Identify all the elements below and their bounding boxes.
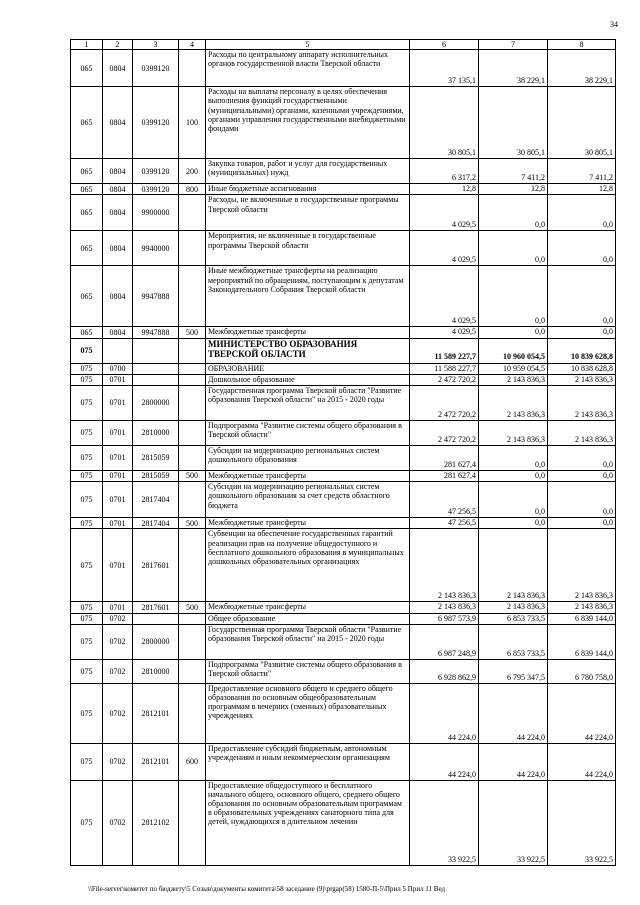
table-row [71,184,616,195]
item-description: ОБРАЗОВАНИЕ [206,363,410,374]
amount-col-6: 6 987 248,9 [410,624,479,659]
amount-col-8: 6 839 144,0 [548,613,616,624]
target-code [133,338,179,363]
section-code: 0702 [103,743,133,780]
ministry-code: 075 [71,518,103,529]
expense-type-code: 200 [179,159,206,184]
page-number: 34 [610,20,618,29]
amount-col-6: 4 029,5 [410,231,479,266]
item-description: Мероприятия, не включенные в государственные программы Тверской области [206,231,410,266]
amount-col-7: 44 224,0 [479,683,548,743]
item-description: Предоставление субсидий бюджетным, автономным учреждениям и иным некоммерческим организациям [206,743,410,780]
ministry-code: 075 [71,780,103,865]
expense-type-code [179,374,206,385]
ministry-code: 075 [71,420,103,445]
ministry-code: 075 [71,374,103,385]
section-code: 0804 [103,50,133,87]
expense-type-code [179,231,206,266]
ministry-code: 065 [71,87,103,159]
amount-col-6: 11 589 227,7 [410,338,479,363]
target-code: 2817601 [133,602,179,613]
expense-type-code [179,683,206,743]
amount-col-6: 2 143 836,3 [410,529,479,602]
expense-type-code [179,613,206,624]
section-code: 0804 [103,87,133,159]
target-code: 2810000 [133,659,179,683]
section-code: 0702 [103,613,133,624]
ministry-code: 065 [71,195,103,231]
section-code: 0804 [103,327,133,338]
section-code: 0701 [103,385,133,420]
ministry-code: 075 [71,338,103,363]
amount-col-7: 0,0 [479,482,548,518]
amount-col-8: 2 143 836,3 [548,385,616,420]
expense-type-code [179,266,206,327]
table-row [71,613,616,624]
amount-col-6: 2 143 836,3 [410,602,479,613]
section-code [103,338,133,363]
expense-type-code [179,659,206,683]
item-description: Субсидии на модернизацию региональных систем дошкольного образования [206,445,410,470]
target-code: 0399120 [133,184,179,195]
amount-col-8: 44 224,0 [548,683,616,743]
item-description: Подпрограмма "Развитие системы общего образования в Тверской области" [206,659,410,683]
item-description: Иные межбюджетные трансферты на реализацию мероприятий по обращениям, поступающим к депутатам Законодательного Собрания Тверской области [206,266,410,327]
header-col-1: 1 [71,40,103,50]
item-description: Субвенции на обеспечение государственных гарантий реализации прав на получение общедоступного и бесплатного дошкольного образования в муниципальных дошкольных образовательных организациях [206,529,410,602]
ministry-code: 075 [71,363,103,374]
target-code: 9947888 [133,327,179,338]
section-code: 0804 [103,184,133,195]
item-description: Общее образование [206,613,410,624]
target-code: 0399120 [133,87,179,159]
target-code [133,613,179,624]
item-description: Субсидии на модернизацию региональных систем дошкольного образования за счет средств областного бюджета [206,482,410,518]
expense-type-code [179,363,206,374]
amount-col-8: 0,0 [548,231,616,266]
amount-col-7: 2 143 836,3 [479,602,548,613]
expense-type-code [179,445,206,470]
expense-type-code [179,482,206,518]
table-row [71,482,616,518]
amount-col-6: 47 256,5 [410,482,479,518]
amount-col-8: 0,0 [548,327,616,338]
amount-col-8: 0,0 [548,266,616,327]
table-row [71,529,616,602]
amount-col-8: 30 805,1 [548,87,616,159]
amount-col-7: 2 143 836,3 [479,529,548,602]
ministry-code: 065 [71,184,103,195]
table-row [71,624,616,659]
amount-col-8: 0,0 [548,470,616,481]
target-code: 2815059 [133,470,179,481]
amount-col-7: 44 224,0 [479,743,548,780]
amount-col-6: 12,8 [410,184,479,195]
amount-col-6: 44 224,0 [410,683,479,743]
item-description: Иные бюджетные ассигнования [206,184,410,195]
amount-col-6: 44 224,0 [410,743,479,780]
amount-col-8: 0,0 [548,518,616,529]
item-description: Предоставление основного общего и среднего общего образования по основным общеобразовательным программам в вечерних (сменных) образовательных учреждениях [206,683,410,743]
amount-col-8: 0,0 [548,195,616,231]
section-code: 0804 [103,195,133,231]
amount-col-6: 2 472 720,2 [410,385,479,420]
table-row [71,266,616,327]
header-col-3: 3 [133,40,179,50]
amount-col-7: 2 143 836,3 [479,420,548,445]
amount-col-7: 33 922,5 [479,780,548,865]
table-row [71,602,616,613]
table-header [71,40,616,50]
item-description: Межбюджетные трансферты [206,602,410,613]
amount-col-8: 33 922,5 [548,780,616,865]
target-code: 2812101 [133,683,179,743]
section-code: 0701 [103,445,133,470]
ministry-code: 065 [71,159,103,184]
ministry-code: 075 [71,613,103,624]
amount-col-7: 10 960 054,5 [479,338,548,363]
ministry-code: 075 [71,445,103,470]
amount-col-8: 0,0 [548,445,616,470]
amount-col-8: 38 229,1 [548,50,616,87]
item-description: Предоставление общедоступного и бесплатного начального общего, основного общего, среднего общего образования по основным образовательным программам в образовательных учреждениях санаторного типа для детей, нуждающихся в длительном лечении [206,780,410,865]
header-col-8: 8 [548,40,616,50]
file-path-footer: \\File-server\комитет по бюджету\5 Созыв\документы комитета\58 заседание (9)\prgap(58) 1580-П-5\Прил 5 Прил 11 Вед [88,885,446,893]
table-row [71,385,616,420]
amount-col-6: 4 029,5 [410,195,479,231]
section-code: 0702 [103,659,133,683]
amount-col-7: 12,8 [479,184,548,195]
amount-col-6: 2 472 720,2 [410,420,479,445]
table-row [71,87,616,159]
expense-type-code [179,385,206,420]
target-code: 2812102 [133,780,179,865]
amount-col-8: 2 143 836,3 [548,374,616,385]
ministry-code: 075 [71,743,103,780]
target-code: 0399120 [133,50,179,87]
amount-col-7: 6 853 733,5 [479,624,548,659]
target-code: 2800000 [133,385,179,420]
amount-col-7: 7 411,2 [479,159,548,184]
expense-type-code [179,338,206,363]
amount-col-8: 0,0 [548,482,616,518]
item-description: Межбюджетные трансферты [206,470,410,481]
table-row [71,659,616,683]
table-row [71,231,616,266]
target-code: 0399120 [133,159,179,184]
section-code: 0702 [103,780,133,865]
target-code: 2817404 [133,482,179,518]
amount-col-7: 2 143 836,3 [479,374,548,385]
section-code: 0702 [103,624,133,659]
item-description: Государственная программа Тверской области "Развитие образования Тверской области" на 2015 - 2020 годы [206,624,410,659]
item-description: Расходы на выплаты персоналу в целях обеспечения выполнения функций государственными (муниципальными) органами, казенными учреждениями, органами управления государственными внебюджетными фондами [206,87,410,159]
amount-col-8: 6 839 144,0 [548,624,616,659]
target-code [133,374,179,385]
section-code: 0701 [103,420,133,445]
amount-col-7: 0,0 [479,470,548,481]
amount-col-8: 10 839 628,8 [548,338,616,363]
amount-col-7: 0,0 [479,518,548,529]
table-row [71,327,616,338]
amount-col-8: 2 143 836,3 [548,602,616,613]
table-row [71,195,616,231]
ministry-code: 065 [71,327,103,338]
header-col-5: 5 [206,40,410,50]
amount-col-6: 2 472 720,2 [410,374,479,385]
amount-col-8: 7 411,2 [548,159,616,184]
table-row [71,420,616,445]
amount-col-6: 281 627,4 [410,445,479,470]
ministry-code: 075 [71,602,103,613]
item-description: Межбюджетные трансферты [206,518,410,529]
section-code: 0804 [103,231,133,266]
item-description: Расходы по центральному аппарату исполнительных органов государственной власти Тверской области [206,50,410,87]
section-code: 0701 [103,602,133,613]
header-col-7: 7 [479,40,548,50]
ministry-code: 075 [71,470,103,481]
budget-table [70,39,616,866]
item-description: Дошкольное образование [206,374,410,385]
amount-col-7: 6 795 347,5 [479,659,548,683]
amount-col-7: 6 853 733,5 [479,613,548,624]
amount-col-6: 11 588 227,7 [410,363,479,374]
section-code: 0702 [103,683,133,743]
table-row [71,780,616,865]
section-code: 0701 [103,374,133,385]
section-code: 0701 [103,529,133,602]
ministry-code: 075 [71,529,103,602]
table-row [71,518,616,529]
target-code: 2810000 [133,420,179,445]
expense-type-code: 500 [179,470,206,481]
target-code: 9947888 [133,266,179,327]
section-code: 0701 [103,518,133,529]
section-code: 0804 [103,266,133,327]
amount-col-6: 6 928 862,9 [410,659,479,683]
amount-col-6: 30 805,1 [410,87,479,159]
table-row [71,338,616,363]
ministry-code: 075 [71,683,103,743]
table-row [71,159,616,184]
ministry-code: 075 [71,385,103,420]
amount-col-7: 0,0 [479,327,548,338]
target-code: 9940000 [133,231,179,266]
header-col-6: 6 [410,40,479,50]
amount-col-8: 44 224,0 [548,743,616,780]
expense-type-code: 100 [179,87,206,159]
header-col-4: 4 [179,40,206,50]
amount-col-8: 12,8 [548,184,616,195]
item-description: Закупка товаров, работ и услуг для государственных (муниципальных) нужд [206,159,410,184]
amount-col-7: 0,0 [479,231,548,266]
amount-col-7: 38 229,1 [479,50,548,87]
amount-col-7: 0,0 [479,266,548,327]
table-row [71,363,616,374]
amount-col-7: 0,0 [479,195,548,231]
ministry-code: 065 [71,50,103,87]
target-code: 2812101 [133,743,179,780]
table-row [71,470,616,481]
expense-type-code [179,529,206,602]
amount-col-7: 30 805,1 [479,87,548,159]
amount-col-8: 10 838 628,8 [548,363,616,374]
amount-col-8: 2 143 836,3 [548,529,616,602]
item-description: Расходы, не включенные в государственные программы Тверской области [206,195,410,231]
table-row [71,683,616,743]
table-row [71,743,616,780]
expense-type-code [179,195,206,231]
ministry-code: 075 [71,624,103,659]
expense-type-code: 800 [179,184,206,195]
target-code: 2815059 [133,445,179,470]
amount-col-8: 2 143 836,3 [548,420,616,445]
expense-type-code: 500 [179,518,206,529]
header-col-2: 2 [103,40,133,50]
target-code: 2817601 [133,529,179,602]
amount-col-6: 4 029,5 [410,266,479,327]
section-code: 0701 [103,470,133,481]
ministry-code: 065 [71,231,103,266]
table-body [71,50,616,866]
item-description: Межбюджетные трансферты [206,327,410,338]
target-code [133,363,179,374]
expense-type-code [179,624,206,659]
section-code: 0701 [103,482,133,518]
amount-col-6: 33 922,5 [410,780,479,865]
amount-col-6: 4 029,5 [410,327,479,338]
amount-col-8: 6 780 758,0 [548,659,616,683]
item-description: Подпрограмма "Развитие системы общего образования в Тверской области" [206,420,410,445]
item-description: Государственная программа Тверской области "Развитие образования Тверской области" на 2015 - 2020 годы [206,385,410,420]
amount-col-6: 37 135,1 [410,50,479,87]
amount-col-6: 47 256,5 [410,518,479,529]
table-row [71,374,616,385]
expense-type-code: 600 [179,743,206,780]
table-row [71,50,616,87]
target-code: 9900000 [133,195,179,231]
ministry-code: 075 [71,482,103,518]
ministry-code: 065 [71,266,103,327]
target-code: 2800000 [133,624,179,659]
amount-col-7: 10 959 054,5 [479,363,548,374]
amount-col-7: 2 143 836,3 [479,385,548,420]
section-code: 0804 [103,159,133,184]
amount-col-6: 281 627,4 [410,470,479,481]
ministry-code: 075 [71,659,103,683]
expense-type-code [179,50,206,87]
amount-col-7: 0,0 [479,445,548,470]
section-code: 0700 [103,363,133,374]
amount-col-6: 6 987 573,9 [410,613,479,624]
target-code: 2817404 [133,518,179,529]
expense-type-code [179,780,206,865]
expense-type-code: 500 [179,602,206,613]
amount-col-6: 6 317,2 [410,159,479,184]
expense-type-code [179,420,206,445]
item-description: МИНИСТЕРСТВО ОБРАЗОВАНИЯ ТВЕРСКОЙ ОБЛАСТИ [206,338,410,363]
table-row [71,445,616,470]
expense-type-code: 500 [179,327,206,338]
